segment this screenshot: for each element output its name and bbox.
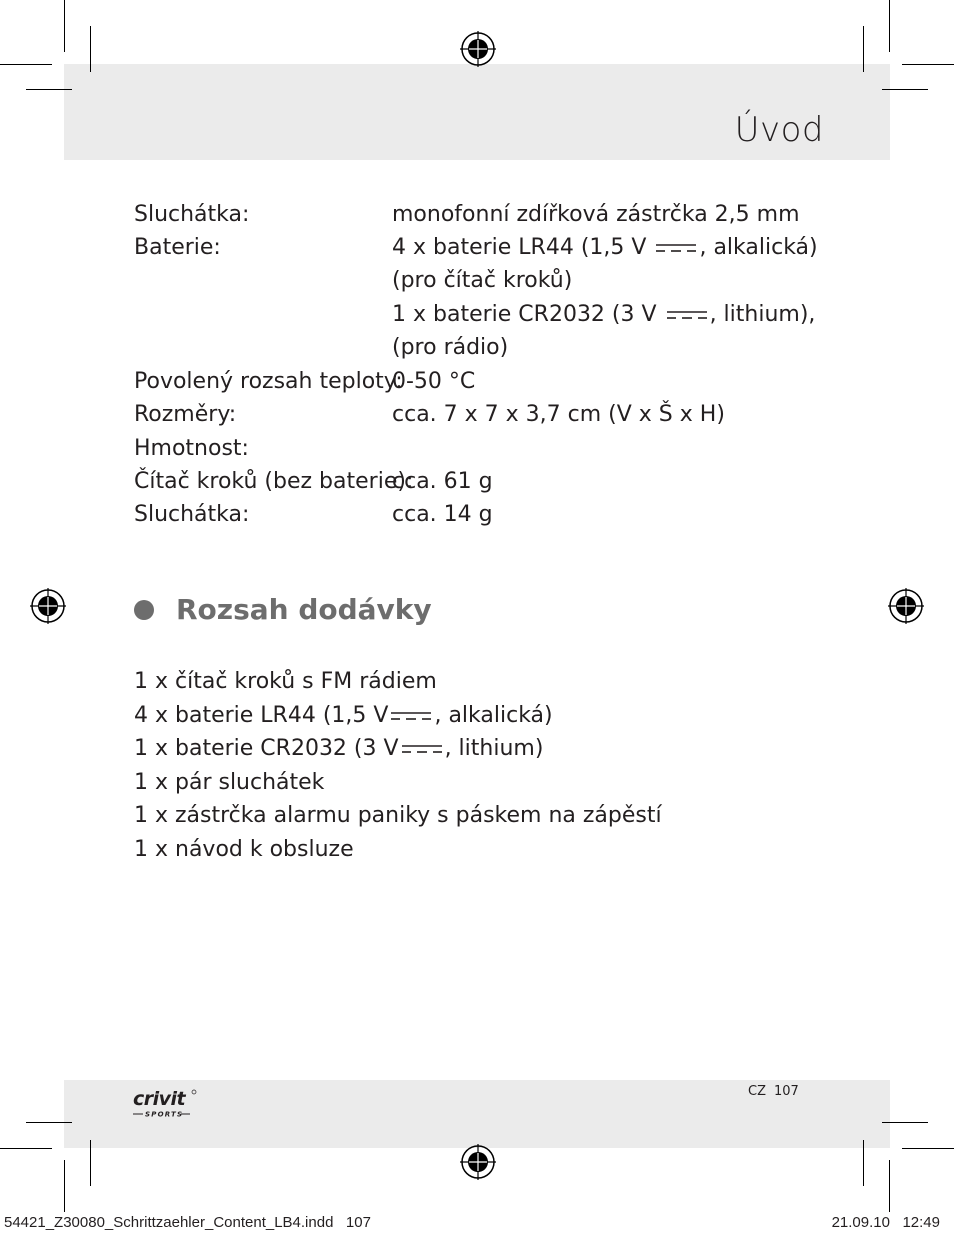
registration-mark-icon xyxy=(459,1143,497,1181)
crop-mark xyxy=(889,0,890,52)
list-item-part: 4 x baterie LR44 (1,5 V xyxy=(134,702,389,728)
section-title: Rozsah dodávky xyxy=(176,593,432,626)
print-filename xyxy=(4,1214,371,1231)
crop-mark xyxy=(882,89,928,90)
page-num: 107 xyxy=(773,1084,799,1099)
list-item: 1 x pár sluchátek xyxy=(134,769,325,795)
crop-mark xyxy=(889,1160,890,1212)
svg-text:SPORTS: SPORTS xyxy=(145,1110,184,1119)
spec-value-part: , alkalická) xyxy=(699,235,818,260)
dc-voltage-icon xyxy=(389,710,433,722)
spec-label: Baterie: xyxy=(134,235,221,260)
dc-voltage-icon xyxy=(665,309,709,321)
crop-mark xyxy=(882,1122,928,1123)
spec-continuation: (pro čítač kroků) xyxy=(392,268,573,293)
spec-continuation: (pro rádio) xyxy=(392,335,509,360)
spec-label: Sluchátka: xyxy=(134,202,250,227)
crivit-sports-logo xyxy=(132,1085,198,1119)
crop-mark xyxy=(0,1148,52,1149)
list-item-part: 1 x baterie CR2032 (3 V xyxy=(134,736,399,761)
crop-mark xyxy=(90,1140,91,1186)
registration-mark-icon xyxy=(459,30,497,68)
spec-value-part: 4 x baterie LR44 (1,5 V xyxy=(392,235,647,260)
crop-mark xyxy=(26,1122,72,1123)
dc-voltage-icon xyxy=(400,743,444,755)
registration-mark-icon xyxy=(29,587,67,625)
spec-value: cca. 7 x 7 x 3,7 cm (V x Š x H) xyxy=(392,402,725,427)
crop-mark xyxy=(26,89,72,90)
list-item: 1 x návod k obsluze xyxy=(134,836,354,862)
crop-mark xyxy=(64,0,65,52)
spec-value-part: , lithium), xyxy=(709,302,816,327)
list-item xyxy=(134,732,662,766)
spec-value: monofonní zdířková zástrčka 2,5 mm xyxy=(392,202,800,227)
list-item: 1 x zástrčka alarmu paniky s páskem na zápěstí xyxy=(134,803,662,828)
dc-voltage-icon xyxy=(654,242,698,254)
spec-value: 0-50 °C xyxy=(392,369,476,394)
print-date xyxy=(832,1214,940,1231)
spec-value: cca. 14 g xyxy=(392,502,493,527)
list-item-part: , alkalická) xyxy=(434,702,553,728)
spec-label: Rozměry: xyxy=(134,402,237,427)
crop-mark xyxy=(902,1148,954,1149)
page-number xyxy=(748,1084,807,1099)
svg-text:crivit: crivit xyxy=(133,1088,186,1110)
spec-label: Hmotnost: xyxy=(134,436,249,461)
spec-value-part: 1 x baterie CR2032 (3 V xyxy=(392,302,657,327)
section-heading xyxy=(134,593,432,626)
spec-value: cca. 61 g xyxy=(392,469,493,494)
crop-mark xyxy=(64,1160,65,1212)
registration-mark-icon xyxy=(887,587,925,625)
bullet-icon xyxy=(134,600,154,620)
print-date-text: 21.09.10 12:49 xyxy=(831,1214,940,1231)
crop-mark xyxy=(863,1140,864,1186)
list-item xyxy=(134,699,662,733)
crop-mark xyxy=(0,64,52,65)
list-item-part: , lithium) xyxy=(444,736,544,761)
language-code: CZ xyxy=(748,1084,766,1099)
spec-label: Povolený rozsah teploty: xyxy=(134,369,403,394)
spec-continuation xyxy=(392,298,815,331)
list-item: 1 x čítač kroků s FM rádiem xyxy=(134,669,437,694)
crop-mark xyxy=(902,64,954,65)
crop-mark xyxy=(90,26,91,72)
print-filename-text: 54421_Z30080_Schrittzaehler_Content_LB4.indd 107 xyxy=(4,1214,371,1231)
crop-mark xyxy=(863,26,864,72)
spec-label: Sluchátka: xyxy=(134,502,250,527)
spec-value xyxy=(392,231,818,264)
delivery-list xyxy=(134,665,662,866)
page-title: Úvod xyxy=(734,110,824,150)
spec-label: Čítač kroků (bez baterie): xyxy=(134,469,414,494)
